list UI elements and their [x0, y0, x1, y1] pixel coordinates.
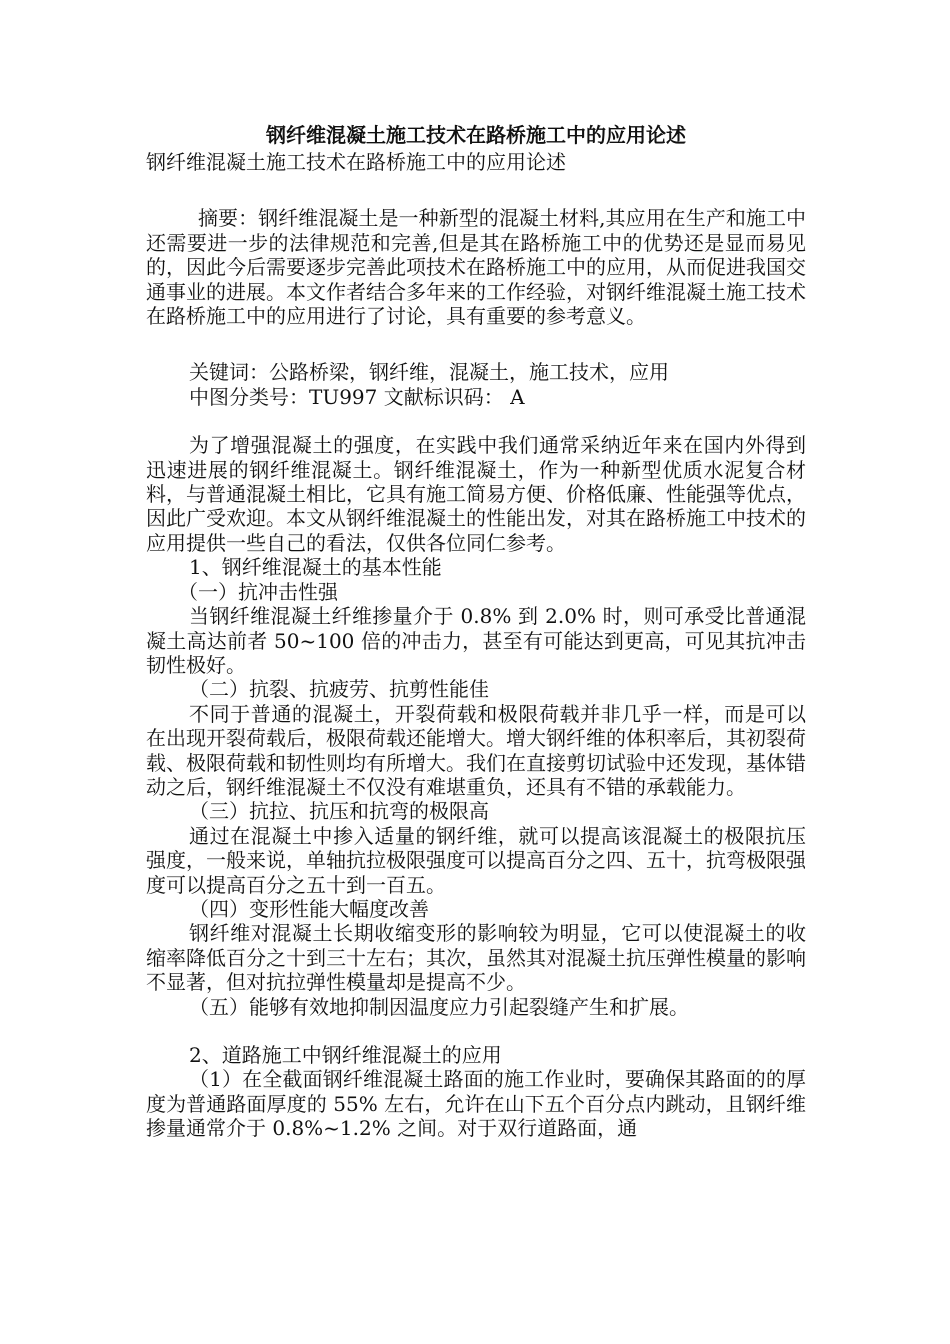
subsection-4-heading: （四）变形性能大幅度改善 [189, 896, 429, 921]
subsection-2-body: 不同于普通的混凝土，开裂荷载和极限荷载并非几乎一样，而是可以在出现开裂荷载后，极限荷载还能增大。增大钢纤维的体积率后，其初裂荷载、极限荷载和韧性则均有所增大。我们在直接剪切试验中还发现，基体错动之后，钢纤维混凝土不仅没有难堪重负，还具有不错的承载能力。 [146, 701, 806, 799]
spacer [146, 409, 806, 433]
subsection-4-body: 钢纤维对混凝土长期收缩变形的影响较为明显，它可以使混凝土的收缩率降低百分之十到三十左右；其次，虽然其对混凝土抗压弹性模量的影响不显著，但对抗拉弹性模量却是提高不少。 [146, 921, 806, 995]
subsection-3-body: 通过在混凝土中掺入适量的钢纤维，就可以提高该混凝土的极限抗压强度，一般来说，单轴抗拉极限强度可以提高百分之四、五十，抗弯极限强度可以提高百分之五十到一百五。 [146, 823, 806, 897]
subsection-3-heading: （三）抗拉、抗压和抗弯的极限高 [189, 799, 489, 824]
spacer [146, 174, 806, 206]
subsection-5-heading: （五）能够有效地抑制因温度应力引起裂缝产生和扩展。 [189, 994, 689, 1019]
spacer [146, 1019, 806, 1043]
section-2-heading: 2、道路施工中钢纤维混凝土的应用 [189, 1043, 502, 1067]
subsection-2-heading: （二）抗裂、抗疲劳、抗剪性能佳 [189, 677, 489, 702]
intro-paragraph: 为了增强混凝土的强度，在实践中我们通常采纳近年来在国内外得到迅速进展的钢纤维混凝土。钢纤维混凝土，作为一种新型优质水泥复合材料，与普通混凝土相比，它具有施工简易方便、价格低廉、性能强等优点，因此广受欢迎。本文从钢纤维混凝土的性能出发，对其在路桥施工中技术的应用提供一些自己的看法，仅供各位同仁参考。 [146, 433, 806, 555]
section-2-item-1: （1）在全截面钢纤维混凝土路面的施工作业时，要确保其路面的的厚度为普通路面厚度的 55% 左右，允许在山下五个百分点内跳动，且钢纤维掺量通常介于 0.8%~1.2% 之间。对于双行道路面，通 [146, 1067, 806, 1141]
document-body [146, 120, 806, 1141]
subsection-1-body: 当钢纤维混凝土纤维掺量介于 0.8% 到 2.0% 时，则可承受比普通混凝土高达前者 50~100 倍的冲击力，甚至有可能达到更高，可见其抗冲击韧性极好。 [146, 604, 806, 677]
spacer [146, 328, 806, 360]
abstract-paragraph: 摘要：钢纤维混凝土是一种新型的混凝土材料,其应用在生产和施工中还需要进一步的法律规范和完善,但是其在路桥施工中的优势还是显而易见的，因此今后需要逐步完善此项技术在路桥施工中的应用，从而促进我国交通事业的进展。本文作者结合多年来的工作经验，对钢纤维混凝土施工技术在路桥施工中的应用进行了讨论，具有重要的参考意义。 [146, 206, 806, 329]
section-1-heading: 1、钢纤维混凝土的基本性能 [189, 555, 442, 580]
subsection-1-heading: （一）抗冲击性强 [178, 579, 338, 604]
document-subtitle: 钢纤维混凝土施工技术在路桥施工中的应用论述 [146, 150, 566, 174]
document-title: 钢纤维混凝土施工技术在路桥施工中的应用论述 [266, 123, 686, 147]
classification-line: 中图分类号：TU997 文献标识码： A [189, 384, 525, 409]
keywords-line: 关键词：公路桥梁，钢纤维，混凝土，施工技术，应用 [189, 360, 669, 385]
